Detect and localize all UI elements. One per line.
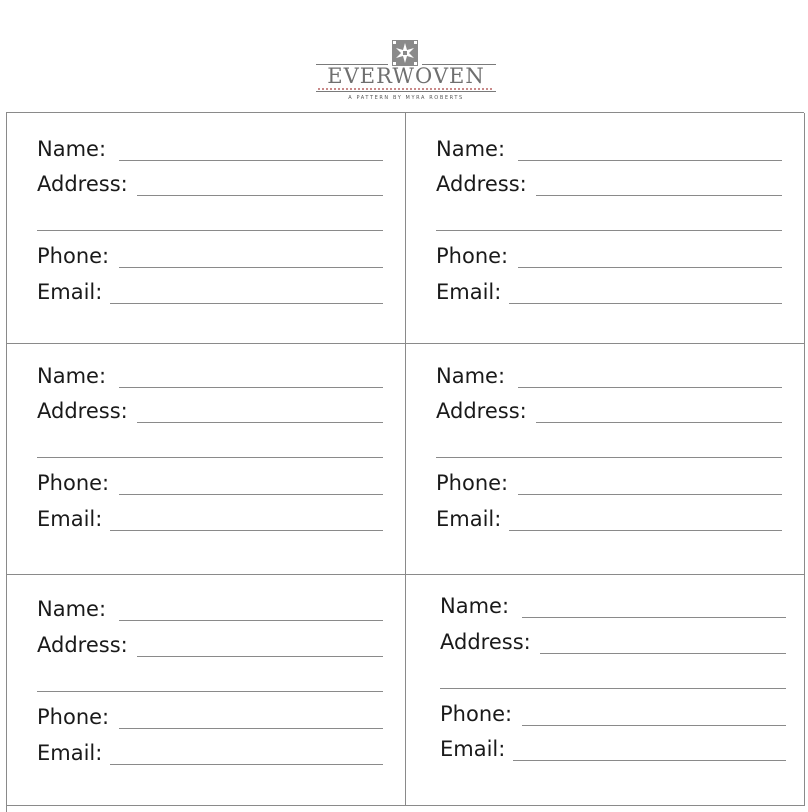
address-line — [540, 653, 786, 654]
contact-card — [7, 113, 406, 344]
phone-field[interactable] — [37, 705, 383, 731]
name-line — [522, 617, 786, 618]
star-quilt-block-icon — [392, 40, 418, 66]
email-label: Email: — [436, 280, 502, 304]
address-line — [137, 195, 383, 196]
address-field[interactable] — [37, 172, 383, 198]
phone-line — [119, 267, 383, 268]
address-line — [137, 422, 383, 423]
address-label: Address: — [436, 399, 527, 423]
address-line — [536, 422, 782, 423]
name-label: Name: — [436, 364, 506, 388]
email-line — [110, 764, 383, 765]
name-field[interactable] — [436, 137, 782, 163]
email-line — [509, 303, 782, 304]
name-label: Name: — [436, 137, 506, 161]
address-field[interactable] — [440, 630, 786, 656]
name-line — [518, 387, 782, 388]
address-line-2[interactable] — [37, 691, 383, 692]
address-line-2[interactable] — [37, 230, 383, 231]
logo-rule-bottom — [316, 91, 496, 92]
phone-line — [518, 494, 782, 495]
name-field[interactable] — [440, 594, 786, 620]
everwoven-logo — [316, 40, 496, 104]
email-label: Email: — [440, 737, 506, 761]
email-field[interactable] — [436, 280, 782, 306]
phone-label: Phone: — [37, 705, 110, 729]
contact-card — [406, 344, 805, 575]
address-line — [536, 195, 782, 196]
name-label: Name: — [440, 594, 510, 618]
name-line — [119, 620, 383, 621]
email-line — [513, 760, 786, 761]
logo-tagline: A PATTERN BY MYRA ROBERTS — [348, 95, 464, 101]
phone-label: Phone: — [440, 702, 513, 726]
address-label: Address: — [440, 630, 531, 654]
address-line — [137, 656, 383, 657]
contact-card — [7, 575, 406, 806]
email-label: Email: — [37, 741, 103, 765]
name-field[interactable] — [37, 597, 383, 623]
phone-field[interactable] — [436, 244, 782, 270]
address-label: Address: — [436, 172, 527, 196]
address-line-2[interactable] — [440, 688, 786, 689]
phone-label: Phone: — [436, 471, 509, 495]
address-line-2[interactable] — [436, 230, 782, 231]
contact-card — [406, 575, 805, 806]
name-label: Name: — [37, 137, 107, 161]
email-field[interactable] — [440, 737, 786, 763]
phone-line — [119, 728, 383, 729]
address-label: Address: — [37, 399, 128, 423]
phone-field[interactable] — [440, 702, 786, 728]
email-line — [110, 530, 383, 531]
logo-dotted-band — [318, 88, 494, 90]
name-label: Name: — [37, 597, 107, 621]
phone-field[interactable] — [37, 471, 383, 497]
address-field[interactable] — [436, 399, 782, 425]
phone-label: Phone: — [436, 244, 509, 268]
phone-line — [518, 267, 782, 268]
phone-label: Phone: — [37, 471, 110, 495]
contact-cards-grid — [6, 112, 804, 812]
address-label: Address: — [37, 633, 128, 657]
name-line — [518, 160, 782, 161]
address-label: Address: — [37, 172, 128, 196]
email-label: Email: — [37, 280, 103, 304]
phone-field[interactable] — [436, 471, 782, 497]
phone-label: Phone: — [37, 244, 110, 268]
name-field[interactable] — [37, 137, 383, 163]
email-line — [110, 303, 383, 304]
phone-line — [522, 725, 786, 726]
address-line-2[interactable] — [37, 457, 383, 458]
address-field[interactable] — [436, 172, 782, 198]
name-line — [119, 387, 383, 388]
contact-card — [406, 113, 805, 344]
name-line — [119, 160, 383, 161]
name-field[interactable] — [37, 364, 383, 390]
contact-card — [7, 344, 406, 575]
name-label: Name: — [37, 364, 107, 388]
email-label: Email: — [436, 507, 502, 531]
address-line-2[interactable] — [436, 457, 782, 458]
logo-wordmark: EVERWOVEN — [327, 64, 485, 88]
email-field[interactable] — [37, 741, 383, 767]
phone-line — [119, 494, 383, 495]
email-line — [509, 530, 782, 531]
address-field[interactable] — [37, 399, 383, 425]
name-field[interactable] — [436, 364, 782, 390]
email-field[interactable] — [436, 507, 782, 533]
email-label: Email: — [37, 507, 103, 531]
email-field[interactable] — [37, 280, 383, 306]
email-field[interactable] — [37, 507, 383, 533]
address-field[interactable] — [37, 633, 383, 659]
phone-field[interactable] — [37, 244, 383, 270]
